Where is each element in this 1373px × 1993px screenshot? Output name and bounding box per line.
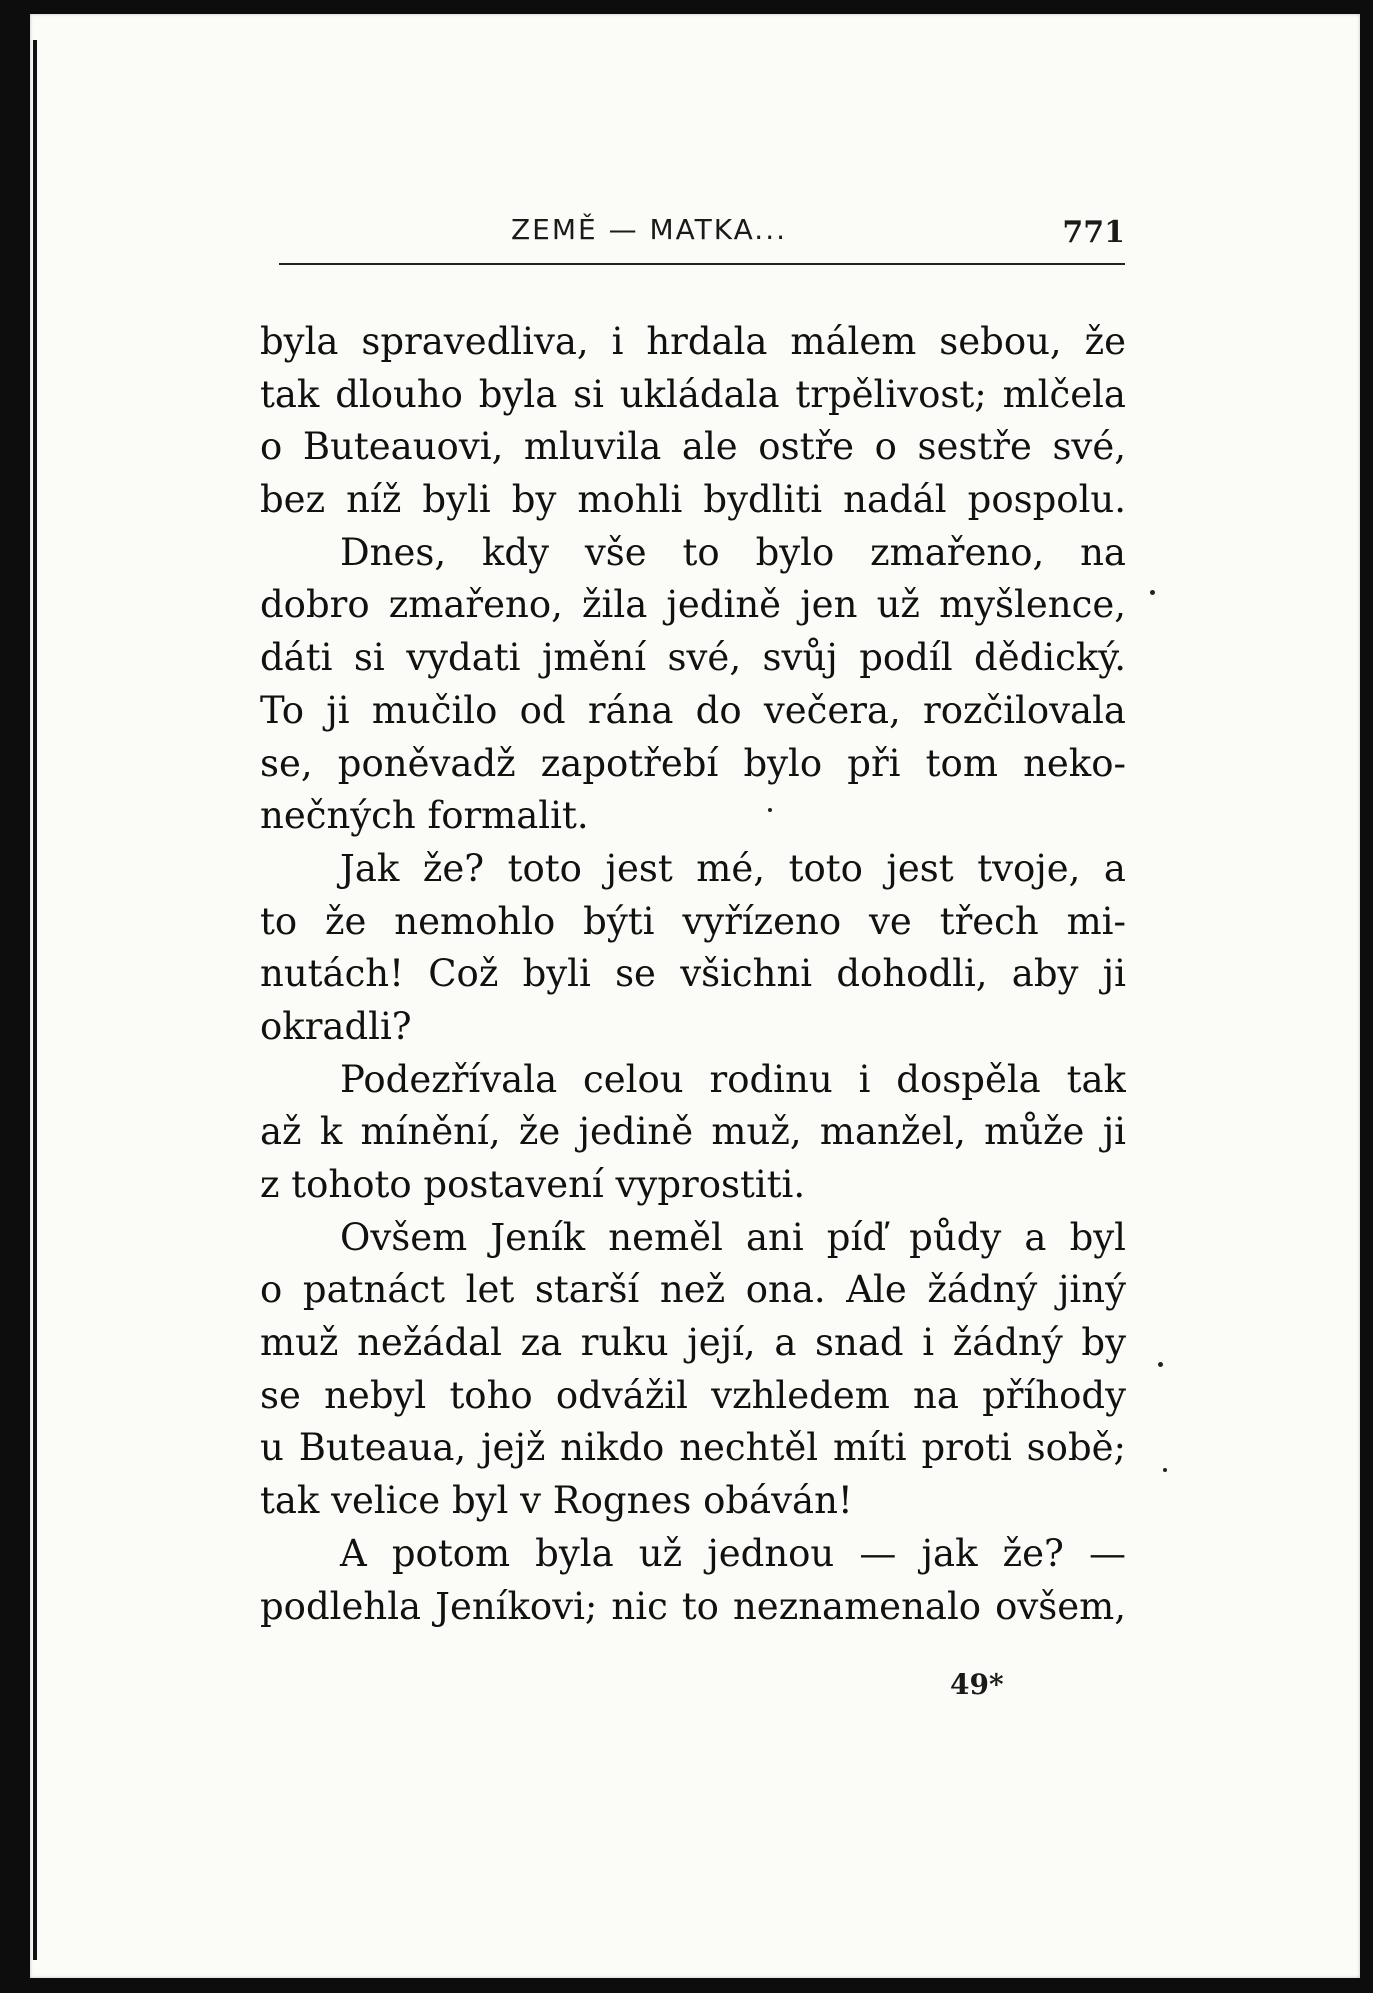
speck — [1163, 1468, 1167, 1472]
spine-mark — [33, 40, 37, 1960]
text-line: Ovšem Jeník neměl ani píď půdy a byl — [340, 1215, 1126, 1259]
text-line: muž nežádal za ruku její, a snad i žádný by — [260, 1321, 1126, 1365]
text-line: Dnes, kdy vše to bylo zmařeno, na — [340, 530, 1126, 574]
text-line: tak velice byl v Rognes obáván! — [260, 1479, 853, 1523]
text-line: nečných formalit. — [260, 794, 589, 838]
text-line: Podezřívala celou rodinu i dospěla tak — [340, 1057, 1126, 1101]
signature-mark: 49* — [950, 1668, 1004, 1701]
text-line: to že nemohlo býti vyřízeno ve třech mi- — [260, 899, 1126, 943]
text-line: tak dlouho byla si ukládala trpělivost; mlčela — [260, 372, 1126, 416]
text-line: Jak že? toto jest mé, toto jest tvoje, a — [340, 846, 1126, 890]
running-header — [279, 213, 1125, 265]
text-line: z tohoto postavení vyprostiti. — [260, 1163, 806, 1206]
text-line: o Buteauovi, mluvila ale ostře o sestře své, — [260, 425, 1126, 469]
text-line: byla spravedliva, i hrdala málem sebou, že — [260, 320, 1126, 363]
text-line: u Buteaua, jejž nikdo nechtěl míti proti sobě; — [260, 1426, 1126, 1470]
text-line: podlehla Jeníkovi; nic to neznamenalo ovšem, — [260, 1584, 1126, 1628]
text-line: dáti si vydati jmění své, svůj podíl dědický. — [260, 636, 1126, 680]
text-line: nutách! Což byli se všichni dohodli, aby ji — [260, 952, 1126, 996]
text-line: A potom byla už jednou — jak že? — — [340, 1531, 1126, 1575]
running-title: ZEMĚ — MATKA... — [511, 213, 787, 246]
text-line: se, poněvadž zapotřebí bylo při tom neko- — [260, 741, 1126, 785]
text-line: To ji mučilo od rána do večera, rozčilovala — [260, 688, 1126, 732]
text-line: dobro zmařeno, žila jedině jen už myšlence, — [260, 583, 1126, 627]
speck — [1150, 590, 1155, 595]
text-line: se nebyl toho odvážil vzhledem na příhody — [260, 1373, 1126, 1417]
speck — [1158, 1362, 1163, 1367]
text-line: bez níž byli by mohli bydliti nadál pospolu. — [260, 478, 1126, 522]
body-text — [260, 316, 1126, 1633]
text-line: o patnáct let starší než ona. Ale žádný jiný — [260, 1268, 1126, 1312]
text-line: okradli? — [260, 1004, 412, 1048]
page-number: 771 — [1062, 215, 1125, 250]
text-line: až k mínění, že jedině muž, manžel, může ji — [260, 1110, 1126, 1154]
